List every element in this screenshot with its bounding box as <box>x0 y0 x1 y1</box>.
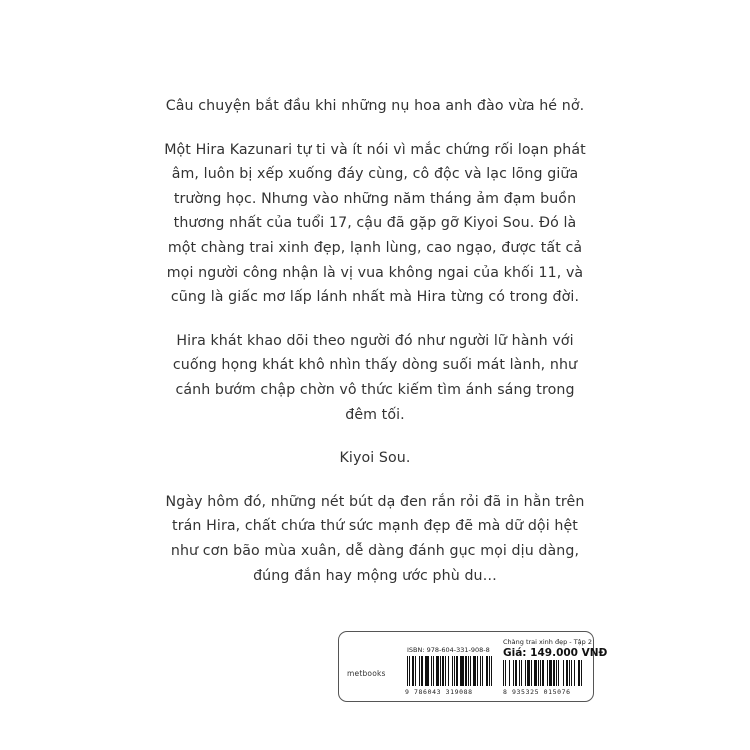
isbn-label: ISBN: 978-604-331-908-8 <box>407 646 490 654</box>
price-barcode-number: 8 935325 015076 <box>503 688 571 696</box>
blurb-text <box>160 94 590 607</box>
barcode-panel <box>338 631 608 702</box>
isbn-barcode <box>407 656 493 686</box>
blurb-paragraph-2: Một Hira Kazunari tự ti và ít nói vì mắc chứng rối loạn phát âm, luôn bị xếp xuống đáy cùng, cô độc và lạc lõng giữa trường học. Nhưng vào những năm tháng ảm đạm buồn thương nhất của tuổi 17, cậu đã gặp gỡ Kiyoi Sou. Đó là một chàng trai xinh đẹp, lạnh lùng, cao ngạo, được tất cả mọi người công nhận là vị vua không ngai của khối 11, và cũng là giấc mơ lấp lánh nhất mà Hira từng có trong đời. <box>164 141 586 306</box>
isbn-barcode-number: 9 786043 319088 <box>405 688 473 696</box>
book-title-label: Chàng trai xinh đẹp - Tập 2 <box>503 638 592 646</box>
barcode-gap <box>492 656 493 686</box>
blurb-paragraph-4: Kiyoi Sou. <box>339 450 411 467</box>
barcode-gap <box>582 660 583 686</box>
blurb-paragraph-1: Câu chuyện bắt đầu khi những nụ hoa anh đào vừa hé nở. <box>165 98 585 114</box>
price-label: Giá: 149.000 VNĐ <box>503 647 608 659</box>
blurb-paragraph-5: Ngày hôm đó, những nét bút dạ đen rắn rỏi đã in hằn trên trán Hira, chất chứa thứ sức mạnh đẹp đẽ mà dữ dội hệt như cơn bão mùa xuân, dễ dàng đánh gục mọi dịu dàng, đúng đắn hay mộng ước phù du… <box>165 493 585 584</box>
price-barcode <box>503 660 583 686</box>
publisher-logo: metbooks <box>347 669 386 678</box>
blurb-paragraph-3: Hira khát khao dõi theo người đó như người lữ hành với cuống họng khát khô nhìn thấy dòng suối mát lành, như cánh bướm chập chờn vô thức kiếm tìm ánh sáng trong đêm tối. <box>172 332 578 423</box>
